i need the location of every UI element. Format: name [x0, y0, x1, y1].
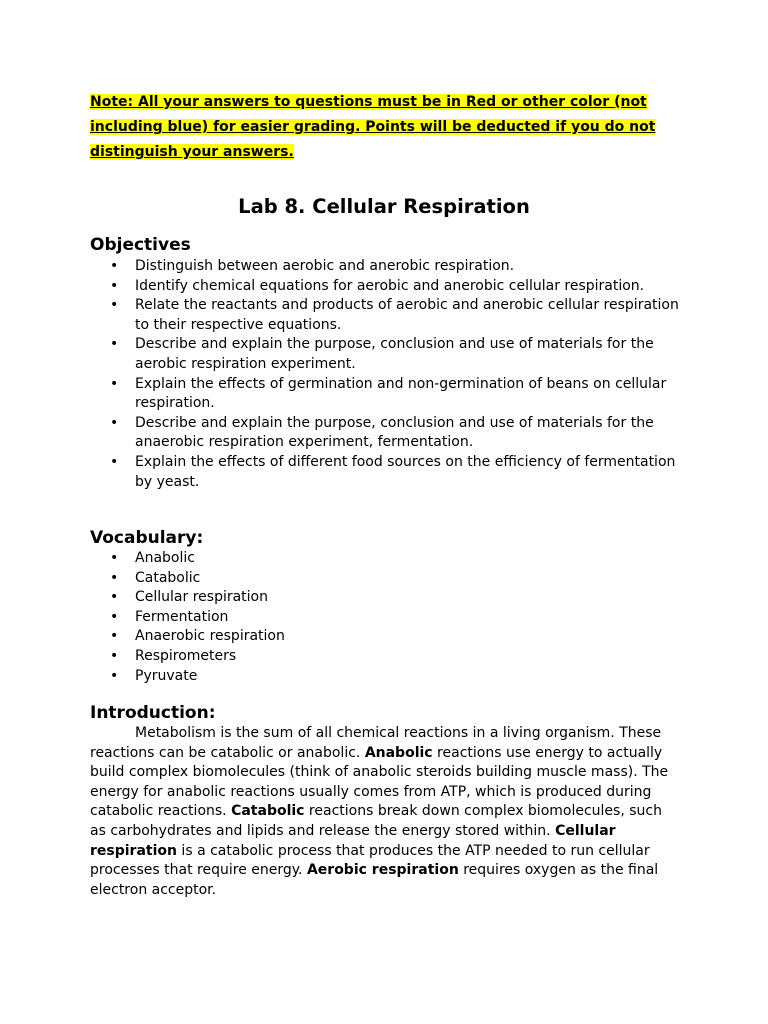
- term-aerobic-respiration: Aerobic respiration: [306, 862, 459, 879]
- list-item: • Respirometers: [90, 647, 680, 667]
- list-item: • Identify chemical equations for aerobic and anerobic cellular respiration.: [90, 277, 680, 297]
- list-item: • Explain the effects of germination and non-germination of beans on cellular respiration.: [110, 375, 667, 412]
- bullet-icon: •: [110, 667, 119, 684]
- bullet-icon: •: [110, 453, 119, 470]
- list-item: • Cellular respiration: [90, 588, 680, 608]
- page-title: Lab 8. Cellular Respiration: [238, 195, 530, 218]
- vocabulary-list: [90, 549, 680, 686]
- introduction-paragraph: Metabolism is the sum of all chemical reactions in a living organism. These reactions can be catabolic or anabolic. Anabolic reactions use energy to actually build complex biomolecules (think of anabolic steroids building muscle mass). The energy for anabolic reactions usually comes from ATP, which is produced during catabolic reactions. Catabolic reactions break down complex biomolecules, such as carbohydrates and lipids and release the energy stored within. Cellular respiration is a catabolic process that produces the ATP needed to run cellular processes that require energy. Aerobic respiration requires oxygen as the final electron acceptor.: [90, 725, 669, 898]
- list-item: • Fermentation: [90, 608, 680, 628]
- objectives-list: [90, 257, 680, 492]
- bullet-icon: •: [110, 414, 119, 431]
- list-item: • Explain the effects of different food sources on the efficiency of fermentation by yeast.: [110, 453, 676, 490]
- list-item: • Describe and explain the purpose, conclusion and use of materials for the anaerobic respiration experiment, fermentation.: [110, 414, 654, 451]
- bullet-icon: •: [110, 336, 119, 353]
- bullet-icon: •: [110, 277, 119, 294]
- term-catabolic: Catabolic: [231, 803, 305, 820]
- bullet-icon: •: [110, 550, 119, 566]
- bullet-icon: •: [110, 258, 119, 274]
- grading-note-text: Note: All your answers to questions must be in Red or other color (not including blue) for easier grading. Points will be deducted if you do not distinguish your answers.: [90, 94, 656, 160]
- vocabulary-heading: Vocabulary:: [90, 528, 204, 548]
- bullet-icon: •: [110, 589, 119, 606]
- list-item: • Anaerobic respiration: [90, 627, 680, 647]
- bullet-icon: •: [110, 608, 119, 625]
- list-item: • Relate the reactants and products of aerobic and anerobic cellular respiration to their respective equations.: [110, 297, 679, 333]
- bullet-icon: •: [110, 647, 119, 664]
- list-item: • Catabolic: [90, 569, 680, 589]
- introduction-heading: Introduction:: [90, 703, 216, 723]
- term-cellular-respiration: Cellular respiration: [90, 822, 616, 859]
- bullet-icon: •: [110, 297, 119, 314]
- list-item: • Anabolic: [90, 549, 680, 569]
- grading-note: [90, 90, 670, 165]
- list-item: • Pyruvate: [90, 667, 680, 687]
- objectives-heading: Objectives: [90, 235, 191, 255]
- list-item: • Describe and explain the purpose, conclusion and use of materials for the aerobic respiration experiment.: [110, 336, 654, 372]
- bullet-icon: •: [110, 375, 119, 392]
- bullet-icon: •: [110, 628, 119, 645]
- bullet-icon: •: [110, 569, 119, 586]
- list-item: • Distinguish between aerobic and anerobic respiration.: [90, 257, 680, 277]
- term-anabolic: Anabolic: [364, 744, 433, 761]
